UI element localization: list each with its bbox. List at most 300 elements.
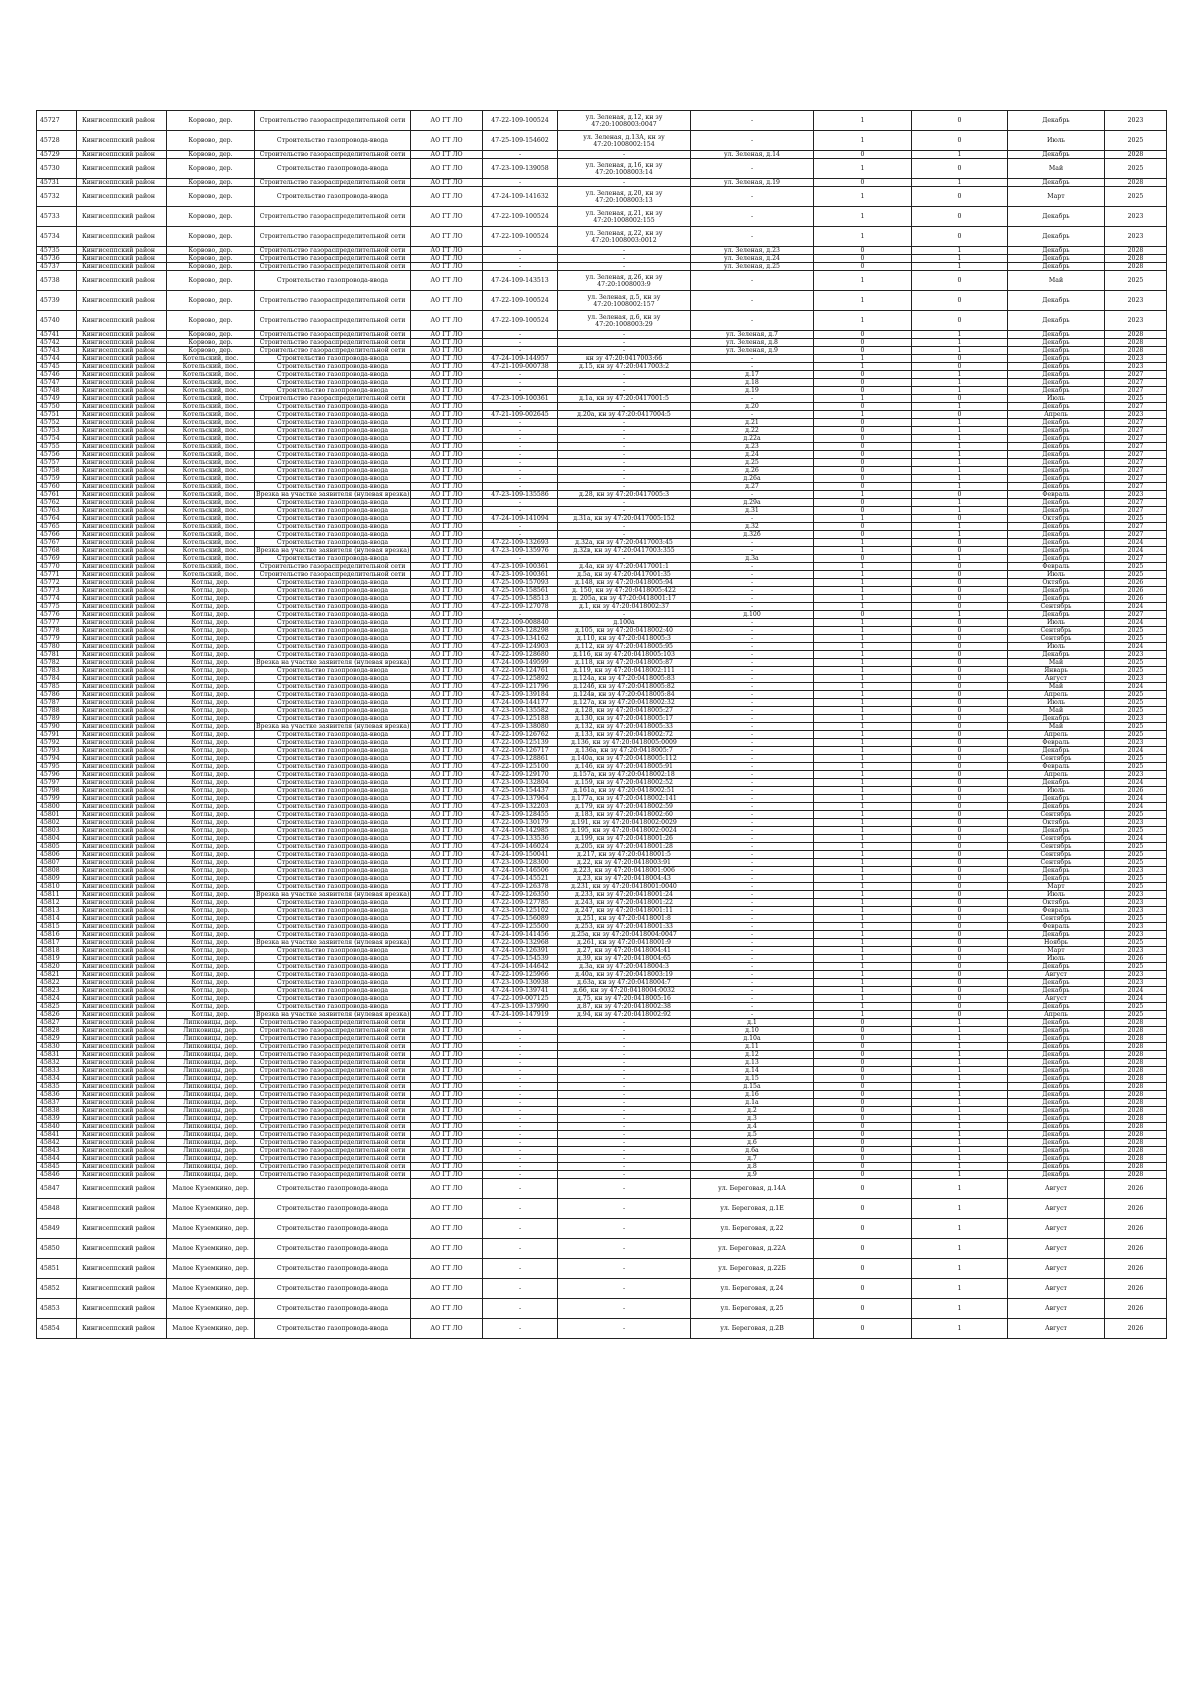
month-cell: Сентябрь [1008,915,1105,923]
cadastral-address-cell: д.130, кн зу 47:20:0418005:17 [558,715,691,723]
work-type-cell: Строительство газопровода-ввода [255,531,411,539]
count-a-cell: 0 [814,451,912,459]
application-number-cell: - [483,1051,558,1059]
table-row [37,859,1167,867]
year-cell: 2027 [1105,403,1167,411]
month-cell: Сентябрь [1008,635,1105,643]
locality-cell: Котельский, пос. [167,435,255,443]
locality-cell: Котельский, пос. [167,531,255,539]
table-row [37,1147,1167,1155]
district-cell: Кингисеппский район [77,1319,167,1339]
year-cell: 2027 [1105,427,1167,435]
count-b-cell: 1 [912,1027,1008,1035]
count-b-cell: 0 [912,539,1008,547]
table-row [37,971,1167,979]
locality-cell: Котлы, дер. [167,1003,255,1011]
object-address-cell: д.31 [691,507,814,515]
table-row [37,411,1167,419]
object-address-cell: - [691,683,814,691]
organization-cell: АО ГТ ЛО [411,179,483,187]
organization-cell: АО ГТ ЛО [411,227,483,247]
count-b-cell: 0 [912,923,1008,931]
object-address-cell: д.11 [691,1043,814,1051]
year-cell: 2027 [1105,435,1167,443]
object-address-cell: д.22а [691,435,814,443]
count-b-cell: 0 [912,635,1008,643]
row-number: 45801 [37,811,77,819]
table-row [37,899,1167,907]
count-b-cell: 1 [912,1259,1008,1279]
application-number-cell: 47-24-109-141456 [483,931,558,939]
table-row [37,1131,1167,1139]
count-a-cell: 1 [814,563,912,571]
district-cell: Кингисеппский район [77,619,167,627]
work-type-cell: Врезка на участке заявителя (нулевая врезка) [256,939,410,946]
row-number: 45797 [37,779,77,787]
cadastral-address-cell: - [558,1155,691,1163]
district-cell: Кингисеппский район [77,507,167,515]
object-address-cell: - [691,723,814,731]
cadastral-address-cell: - [558,419,691,427]
work-type-cell: Строительство газораспределительной сети [255,1051,411,1059]
year-cell: 2027 [1105,419,1167,427]
count-a-cell: 1 [814,691,912,699]
year-cell: 2025 [1105,1011,1167,1019]
district-cell: Кингисеппский район [77,739,167,747]
organization-cell: АО ГТ ЛО [411,451,483,459]
district-cell: Кингисеппский район [77,555,167,563]
cadastral-address-cell: д.183, кн зу 47:20:0418002:60 [558,811,691,819]
row-number: 45828 [37,1027,77,1035]
year-cell: 2028 [1105,1075,1167,1083]
locality-cell: Котлы, дер. [167,595,255,603]
application-number-cell: - [483,1043,558,1051]
locality-cell: Котлы, дер. [167,731,255,739]
year-cell: 2025 [1105,187,1167,207]
work-type-cell: Строительство газораспределительной сети [255,347,411,355]
cadastral-address-cell: д.1а, кн зу 47:20:0417001:5 [558,395,691,403]
year-cell: 2028 [1105,1067,1167,1075]
organization-cell: АО ГТ ЛО [411,899,483,907]
count-a-cell: 0 [814,475,912,483]
application-number-cell: 47-23-109-135586 [483,491,558,499]
row-number: 45793 [37,747,77,755]
count-b-cell: 1 [912,1019,1008,1027]
count-a-cell: 0 [814,435,912,443]
table-row [37,1059,1167,1067]
count-a-cell: 1 [814,963,912,971]
locality-cell: Котлы, дер. [167,835,255,843]
object-address-cell: - [691,571,814,579]
object-address-cell: ул. Зеленая, д.23 [691,247,814,255]
locality-cell: Котлы, дер. [167,907,255,915]
year-cell: 2028 [1105,1099,1167,1107]
table-row [37,1035,1167,1043]
cadastral-address-cell: д.132, кн зу 47:20:0418005:33 [558,723,691,731]
work-type-cell: Строительство газораспределительной сети [255,1035,411,1043]
object-address-cell: ул. Зеленая, д.9 [691,347,814,355]
month-cell: Май [1008,271,1105,291]
organization-cell: АО ГТ ЛО [411,827,483,835]
work-type-cell: Строительство газораспределительной сети [255,339,411,347]
year-cell: 2023 [1105,739,1167,747]
count-a-cell: 1 [814,995,912,1003]
object-address-cell: - [691,947,814,955]
month-cell: Август [1008,1319,1105,1339]
application-number-cell: 47-22-109-124903 [483,643,558,651]
count-b-cell: 0 [912,411,1008,419]
object-address-cell: - [691,491,814,499]
district-cell: Кингисеппский район [77,547,167,555]
work-type-cell: Строительство газораспределительной сети [255,1131,411,1139]
application-number-cell: 47-21-109-002645 [483,411,558,419]
application-number-cell: - [483,1155,558,1163]
object-address-cell: - [691,603,814,611]
year-cell: 2025 [1105,731,1167,739]
organization-cell: АО ГТ ЛО [411,1091,483,1099]
month-cell: Декабрь [1008,867,1105,875]
locality-cell: Корвово, дер. [167,227,255,247]
month-cell: Апрель [1008,731,1105,739]
count-a-cell: 0 [814,611,912,619]
district-cell: Кингисеппский район [77,675,167,683]
work-type-cell: Строительство газопровода-ввода [255,1299,411,1319]
row-number: 45785 [37,683,77,691]
count-a-cell: 1 [814,547,912,555]
table-row [37,915,1167,923]
table-row [37,715,1167,723]
application-number-cell: 47-25-109-156089 [483,915,558,923]
table-row [37,587,1167,595]
cadastral-address-cell: - [558,611,691,619]
count-a-cell: 1 [814,411,912,419]
work-type-cell: Строительство газопровода-ввода [255,771,411,779]
year-cell: 2028 [1105,1091,1167,1099]
count-b-cell: 0 [912,859,1008,867]
district-cell: Кингисеппский район [77,915,167,923]
object-address-cell: - [691,363,814,371]
object-address-cell: - [691,691,814,699]
month-cell: Декабрь [1008,1043,1105,1051]
organization-cell: АО ГТ ЛО [411,715,483,723]
year-cell: 2028 [1105,1035,1167,1043]
month-cell: Декабрь [1008,795,1105,803]
locality-cell: Корвово, дер. [167,255,255,263]
work-type-cell: Строительство газопровода-ввода [255,739,411,747]
count-b-cell: 0 [912,987,1008,995]
count-a-cell: 1 [814,787,912,795]
count-b-cell: 0 [912,595,1008,603]
row-number: 45810 [37,883,77,891]
cadastral-address-cell: д.1, кн зу 47:20:0418002:37 [558,603,691,611]
organization-cell: АО ГТ ЛО [411,507,483,515]
locality-cell: Котлы, дер. [167,643,255,651]
year-cell: 2025 [1105,851,1167,859]
count-a-cell: 1 [814,635,912,643]
application-number-cell: 47-23-109-134162 [483,635,558,643]
count-b-cell: 0 [912,699,1008,707]
district-cell: Кингисеппский район [77,395,167,403]
count-a-cell: 1 [814,539,912,547]
table-row [37,1051,1167,1059]
district-cell: Кингисеппский район [77,1299,167,1319]
year-cell: 2027 [1105,467,1167,475]
work-type-cell: Строительство газопровода-ввода [255,507,411,515]
table-row [37,247,1167,255]
organization-cell: АО ГТ ЛО [411,131,483,151]
district-cell: Кингисеппский район [77,707,167,715]
table-row [37,515,1167,523]
cadastral-address-cell: д.243, кн зу 47:20:0418001:22 [558,899,691,907]
application-number-cell: 47-22-109-008840 [483,619,558,627]
cadastral-address-cell: - [558,443,691,451]
year-cell: 2024 [1105,539,1167,547]
cadastral-address-cell: - [558,1319,691,1339]
locality-cell: Котлы, дер. [167,891,255,899]
organization-cell: АО ГТ ЛО [411,1319,483,1339]
application-number-cell: - [483,531,558,539]
table-row [37,1123,1167,1131]
row-number: 45798 [37,787,77,795]
count-a-cell: 1 [814,715,912,723]
application-number-cell: 47-23-109-128861 [483,755,558,763]
count-a-cell: 0 [814,1019,912,1027]
locality-cell: Корвово, дер. [167,271,255,291]
month-cell: Сентябрь [1008,811,1105,819]
count-b-cell: 0 [912,843,1008,851]
year-cell: 2028 [1105,1171,1167,1179]
count-b-cell: 0 [912,707,1008,715]
organization-cell: АО ГТ ЛО [411,491,483,499]
table-row [37,987,1167,995]
count-b-cell: 1 [912,427,1008,435]
month-cell: Декабрь [1008,339,1105,347]
count-a-cell: 0 [814,1027,912,1035]
organization-cell: АО ГТ ЛО [411,843,483,851]
object-address-cell: д.18 [691,379,814,387]
cadastral-address-cell: д.177а, кн зу 47:20:0418002:141 [558,795,691,803]
locality-cell: Котлы, дер. [167,899,255,907]
year-cell: 2023 [1105,651,1167,659]
application-number-cell: 47-24-109-141632 [483,187,558,207]
count-b-cell: 0 [912,159,1008,179]
work-type-cell: Строительство газораспределительной сети [255,151,411,159]
object-address-cell: - [691,311,814,331]
object-address-cell: - [691,539,814,547]
row-number: 45774 [37,595,77,603]
count-a-cell: 0 [814,1319,912,1339]
locality-cell: Корвово, дер. [167,331,255,339]
month-cell: Декабрь [1008,1163,1105,1171]
cadastral-address-cell: - [558,1123,691,1131]
count-b-cell: 1 [912,435,1008,443]
work-type-cell: Строительство газопровода-ввода [255,795,411,803]
month-cell: Август [1008,1239,1105,1259]
organization-cell: АО ГТ ЛО [411,1123,483,1131]
application-number-cell: - [483,459,558,467]
table-row [37,939,1167,947]
organization-cell: АО ГТ ЛО [411,675,483,683]
row-number: 45835 [37,1083,77,1091]
year-cell: 2028 [1105,331,1167,339]
work-type-cell: Строительство газопровода-ввода [255,523,411,531]
table-row [37,843,1167,851]
table-row [37,179,1167,187]
cadastral-address-cell: ул. Зеленая, д.13А, кн зу 47:20:1008002:154 [558,131,691,151]
year-cell: 2025 [1105,827,1167,835]
cadastral-address-cell: д.124б, кн зу 47:20:0418005:82 [558,683,691,691]
locality-cell: Малое Куземкино, дер. [167,1279,255,1299]
cadastral-address-cell: - [558,263,691,271]
application-number-cell: 47-24-109-126391 [483,947,558,955]
object-address-cell: д.8 [691,1163,814,1171]
object-address-cell: - [691,819,814,827]
row-number: 45840 [37,1123,77,1131]
object-address-cell: д.26а [691,475,814,483]
work-type-cell: Строительство газопровода-ввода [255,811,411,819]
count-a-cell: 0 [814,1239,912,1259]
object-address-cell: - [691,291,814,311]
month-cell: Август [1008,1199,1105,1219]
application-number-cell: 47-24-109-147919 [483,1011,558,1019]
month-cell: Декабрь [1008,507,1105,515]
district-cell: Кингисеппский район [77,699,167,707]
year-cell: 2025 [1105,723,1167,731]
district-cell: Кингисеппский район [77,499,167,507]
month-cell: Декабрь [1008,499,1105,507]
cadastral-address-cell: д.63а, кн зу 47:20:0418004:7 [558,979,691,987]
district-cell: Кингисеппский район [77,187,167,207]
application-number-cell: 47-22-109-125966 [483,971,558,979]
cadastral-address-cell: - [558,1051,691,1059]
district-cell: Кингисеппский район [77,587,167,595]
work-type-cell: Строительство газопровода-ввода [255,1319,411,1339]
count-b-cell: 1 [912,347,1008,355]
count-b-cell: 0 [912,395,1008,403]
application-number-cell: - [483,1027,558,1035]
cadastral-address-cell: - [558,483,691,491]
year-cell: 2028 [1105,247,1167,255]
cadastral-address-cell: д.127а, кн зу 47:20:0418002:32 [558,699,691,707]
year-cell: 2027 [1105,451,1167,459]
month-cell: Март [1008,947,1105,955]
count-a-cell: 0 [814,1279,912,1299]
object-address-cell: - [691,875,814,883]
row-number: 45734 [37,227,77,247]
organization-cell: АО ГТ ЛО [411,667,483,675]
object-address-cell: д.12 [691,1051,814,1059]
count-a-cell: 1 [814,683,912,691]
year-cell: 2027 [1105,507,1167,515]
district-cell: Кингисеппский район [77,1115,167,1123]
count-b-cell: 0 [912,1011,1008,1019]
application-number-cell: - [483,1219,558,1239]
cadastral-address-cell: д.75, кн зу 47:20:0418005:16 [558,995,691,1003]
application-number-cell: 47-22-109-126350 [483,891,558,899]
year-cell: 2027 [1105,475,1167,483]
count-b-cell: 0 [912,931,1008,939]
locality-cell: Котлы, дер. [167,659,255,667]
count-a-cell: 1 [814,271,912,291]
district-cell: Кингисеппский район [77,247,167,255]
cadastral-address-cell: д.161а, кн зу 47:20:0418002:51 [558,787,691,795]
count-a-cell: 1 [814,675,912,683]
object-address-cell: д.3а [691,555,814,563]
organization-cell: АО ГТ ЛО [411,699,483,707]
organization-cell: АО ГТ ЛО [411,467,483,475]
count-a-cell: 1 [814,131,912,151]
locality-cell: Корвово, дер. [167,179,255,187]
year-cell: 2024 [1105,987,1167,995]
month-cell: Июль [1008,571,1105,579]
organization-cell: АО ГТ ЛО [411,483,483,491]
month-cell: Декабрь [1008,1155,1105,1163]
month-cell: Декабрь [1008,987,1105,995]
organization-cell: АО ГТ ЛО [411,803,483,811]
year-cell: 2026 [1105,787,1167,795]
row-number: 45744 [37,355,77,363]
year-cell: 2028 [1105,1155,1167,1163]
locality-cell: Котлы, дер. [167,931,255,939]
cadastral-address-cell: - [558,1019,691,1027]
work-type-cell: Строительство газопровода-ввода [255,467,411,475]
row-number: 45741 [37,331,77,339]
count-b-cell: 1 [912,507,1008,515]
object-address-cell: д.29а [691,499,814,507]
application-number-cell: 47-22-109-126762 [483,731,558,739]
district-cell: Кингисеппский район [77,795,167,803]
organization-cell: АО ГТ ЛО [411,427,483,435]
object-address-cell: - [691,787,814,795]
district-cell: Кингисеппский район [77,659,167,667]
year-cell: 2023 [1105,411,1167,419]
month-cell: Сентябрь [1008,843,1105,851]
table-row [37,955,1167,963]
application-number-cell: - [483,1091,558,1099]
application-number-cell: 47-22-109-100524 [483,311,558,331]
locality-cell: Котлы, дер. [167,947,255,955]
count-a-cell: 1 [814,723,912,731]
month-cell: Август [1008,675,1105,683]
locality-cell: Котлы, дер. [167,803,255,811]
count-b-cell: 0 [912,827,1008,835]
locality-cell: Котельский, пос. [167,515,255,523]
count-b-cell: 1 [912,1199,1008,1219]
row-number: 45808 [37,867,77,875]
month-cell: Декабрь [1008,587,1105,595]
month-cell: Август [1008,1179,1105,1199]
district-cell: Кингисеппский район [77,723,167,731]
count-a-cell: 0 [814,1075,912,1083]
cadastral-address-cell: - [558,1099,691,1107]
row-number: 45746 [37,371,77,379]
row-number: 45759 [37,475,77,483]
application-number-cell: 47-22-109-132968 [483,939,558,947]
count-b-cell: 0 [912,779,1008,787]
row-number: 45847 [37,1179,77,1199]
district-cell: Кингисеппский район [77,483,167,491]
row-number: 45790 [37,723,77,731]
cadastral-address-cell: д.112, кн зу 47:20:0418005:95 [558,643,691,651]
district-cell: Кингисеппский район [77,1027,167,1035]
count-b-cell: 0 [912,787,1008,795]
month-cell: Май [1008,683,1105,691]
count-a-cell: 0 [814,1035,912,1043]
work-type-cell: Строительство газораспределительной сети [255,311,411,331]
cadastral-address-cell: д.3а, кн зу 47:20:0418004:3 [558,963,691,971]
row-number: 45735 [37,247,77,255]
count-b-cell: 1 [912,451,1008,459]
